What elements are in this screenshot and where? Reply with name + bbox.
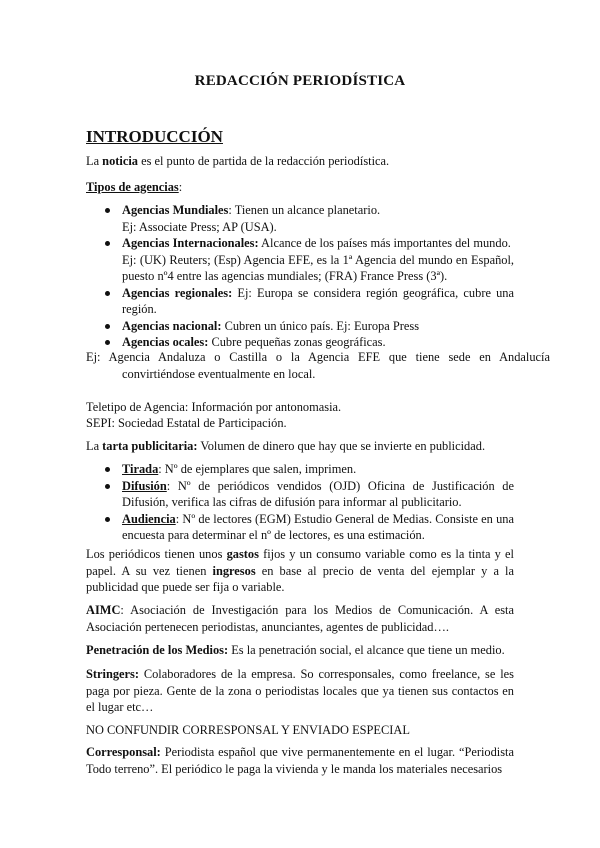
bullet-icon [105, 484, 110, 489]
intro-paragraph: La noticia es el punto de partida de la redacción periodística. [86, 154, 390, 168]
bullet-icon [105, 340, 110, 345]
bullet-icon [105, 241, 110, 246]
penetracion-paragraph: Penetración de los Medios: Es la penetración social, el alcance que tiene un medio. [86, 643, 505, 657]
list-item: Agencias nacional: Cubren un único país. Ej: Europa Press [86, 318, 514, 335]
tarta-list [86, 461, 514, 544]
list-item: Agencias ocales: Cubre pequeñas zonas geográficas. [86, 334, 514, 351]
no-confundir-line: NO CONFUNDIR CORRESPONSAL Y ENVIADO ESPECIAL [86, 723, 410, 737]
corresponsal-paragraph: Corresponsal: Periodista español que vive permanentemente en el lugar. “Periodista Todo terreno”. El periódico le paga la vivienda y le manda los materiales necesarios [86, 745, 514, 776]
section-heading: INTRODUCCIÓN [86, 127, 223, 146]
list-item: Agencias regionales: Ej: Europa se considera región geográfica, cubre una región. [86, 285, 514, 318]
bullet-icon [105, 324, 110, 329]
stringers-paragraph: Stringers: Colaboradores de la empresa. So corresponsales, como freelance, se les paga por pieza. Gente de la zona o periodistas locales que ya tienen sus contactos en el lugar etc… [86, 667, 514, 714]
bullet-icon [105, 467, 110, 472]
gastos-paragraph: Los periódicos tienen unos gastos fijos y un consumo variable como es la tinta y el papel. A su vez tienen ingresos en base al precio de venta del ejemplar y a la publicidad que puede ser fija o variable. [86, 547, 514, 594]
tipos-heading: Tipos de agencias: [86, 180, 183, 194]
list-item: Audiencia: Nº de lectores (EGM) Estudio General de Medias. Consiste en una encuesta para determinar el nº de lectores, es una estimación. [86, 511, 514, 544]
ej-local-paragraph: Ej: Agencia Andaluza o Castilla o la Agencia EFE que tiene sede en Andalucía convirtiéndose eventualmente en local. [86, 350, 550, 381]
agencias-list [86, 202, 514, 351]
bullet-icon [105, 208, 110, 213]
bullet-icon [105, 291, 110, 296]
sepi-line: SEPI: Sociedad Estatal de Participación. [86, 416, 287, 430]
list-item: Tirada: Nº de ejemplares que salen, imprimen. [86, 461, 514, 478]
aimc-paragraph: AIMC: Asociación de Investigación para los Medios de Comunicación. A esta Asociación pertenecen periodistas, anunciantes, agentes de publicidad…. [86, 603, 514, 634]
teletipo-line: Teletipo de Agencia: Información por antonomasia. [86, 400, 342, 414]
bullet-icon [105, 517, 110, 522]
tarta-paragraph: La tarta publicitaria: Volumen de dinero que hay que se invierte en publicidad. [86, 439, 486, 453]
list-item: Agencias Mundiales: Tienen un alcance planetario. Ej: Associate Press; AP (USA). [86, 202, 514, 235]
list-item: Difusión: Nº de periódicos vendidos (OJD) Oficina de Justificación de Difusión, verifica las cifras de difusión para informar al publicitario. [86, 478, 514, 511]
list-item: Agencias Internacionales: Alcance de los países más importantes del mundo. Ej: (UK) Reuters; (Esp) Agencia EFE, es la 1ª Agencia del mundo en Español, puesto nº4 entre las agencias mundiales; (FRA) France Press (3ª). [86, 235, 514, 285]
document-title: REDACCIÓN PERIODÍSTICA [194, 73, 406, 89]
